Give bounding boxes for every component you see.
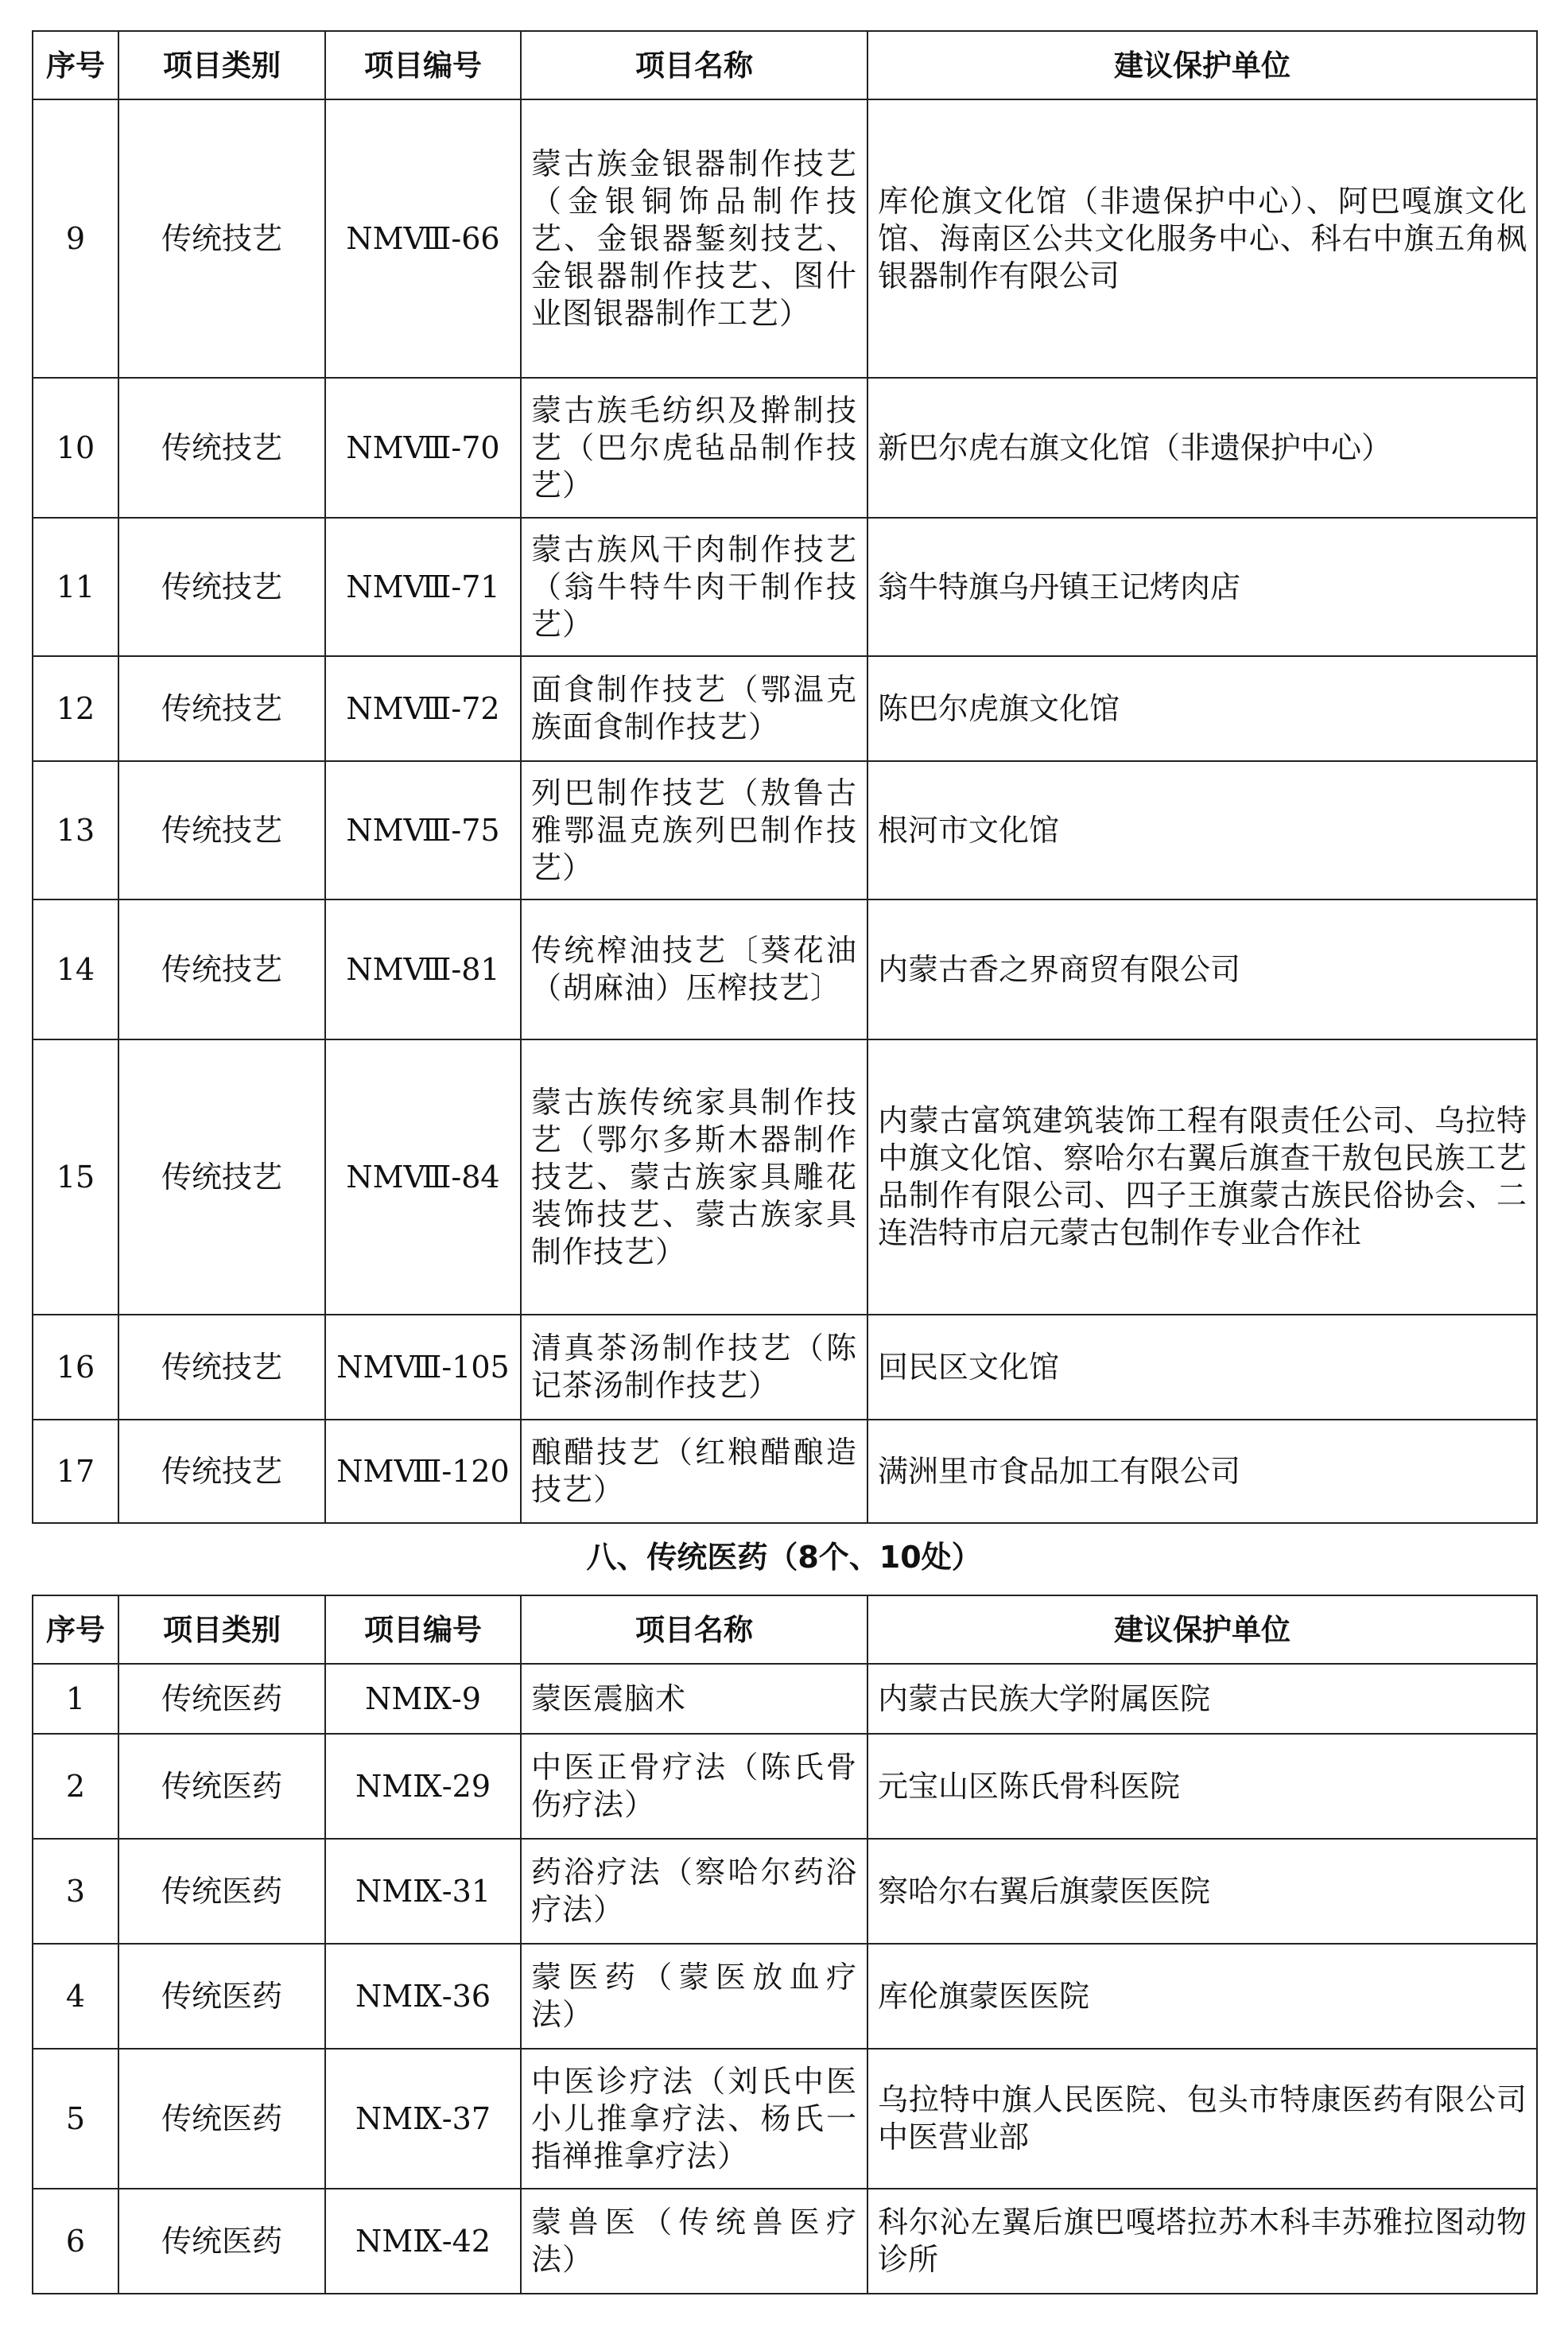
- cell-code: NMⅧ-81: [325, 899, 521, 1039]
- cell-name: 蒙医药（蒙医放血疗法）: [521, 1944, 867, 2049]
- heritage-table-crafts: [32, 30, 1538, 1524]
- cell-name: 列巴制作技艺（敖鲁古雅鄂温克族列巴制作技艺）: [521, 761, 867, 899]
- cell-no: 1: [33, 1664, 118, 1734]
- cell-unit: 翁牛特旗乌丹镇王记烤肉店: [867, 518, 1537, 656]
- table-row: [33, 2049, 1537, 2189]
- cell-name: 蒙古族风干肉制作技艺（翁牛特牛肉干制作技艺）: [521, 518, 867, 656]
- header-name: 项目名称: [521, 1595, 867, 1664]
- cell-unit: 满洲里市食品加工有限公司: [867, 1420, 1537, 1523]
- cell-name: 蒙古族传统家具制作技艺（鄂尔多斯木器制作技艺、蒙古族家具雕花装饰技艺、蒙古族家具制作技艺）: [521, 1039, 867, 1315]
- cell-name: 蒙古族金银器制作技艺（金银铜饰品制作技艺、金银器錾刻技艺、金银器制作技艺、图什业图银器制作工艺）: [521, 99, 867, 378]
- cell-code: NMⅨ-37: [325, 2049, 521, 2189]
- cell-category: 传统医药: [118, 1944, 325, 2049]
- header-category: 项目类别: [118, 31, 325, 99]
- table-row: [33, 99, 1537, 378]
- cell-no: 9: [33, 99, 118, 378]
- table-row: [33, 1664, 1537, 1734]
- cell-unit: 陈巴尔虎旗文化馆: [867, 656, 1537, 761]
- cell-name: 中医正骨疗法（陈氏骨伤疗法）: [521, 1734, 867, 1839]
- cell-category: 传统技艺: [118, 1420, 325, 1523]
- cell-name: 传统榨油技艺〔葵花油（胡麻油）压榨技艺〕: [521, 899, 867, 1039]
- cell-category: 传统医药: [118, 1734, 325, 1839]
- cell-category: 传统技艺: [118, 761, 325, 899]
- section-title: 八、传统医药（8个、10处）: [586, 1540, 982, 1575]
- header-no: 序号: [33, 1595, 118, 1664]
- cell-no: 3: [33, 1839, 118, 1944]
- cell-category: 传统技艺: [118, 1315, 325, 1420]
- cell-code: NMⅧ-75: [325, 761, 521, 899]
- cell-category: 传统医药: [118, 1664, 325, 1734]
- cell-unit: 根河市文化馆: [867, 761, 1537, 899]
- table-row: [33, 378, 1537, 518]
- cell-category: 传统技艺: [118, 1039, 325, 1315]
- cell-no: 6: [33, 2189, 118, 2294]
- cell-unit: 元宝山区陈氏骨科医院: [867, 1734, 1537, 1839]
- cell-code: NMⅧ-120: [325, 1420, 521, 1523]
- cell-name: 蒙古族毛纺织及擀制技艺（巴尔虎毡品制作技艺）: [521, 378, 867, 518]
- table-row: [33, 899, 1537, 1039]
- cell-unit: 新巴尔虎右旗文化馆（非遗保护中心）: [867, 378, 1537, 518]
- cell-category: 传统医药: [118, 1839, 325, 1944]
- header-name: 项目名称: [521, 31, 867, 99]
- table-row: [33, 1420, 1537, 1523]
- cell-code: NMⅧ-66: [325, 99, 521, 378]
- cell-category: 传统医药: [118, 2189, 325, 2294]
- cell-no: 12: [33, 656, 118, 761]
- cell-no: 17: [33, 1420, 118, 1523]
- table-row: [33, 1315, 1537, 1420]
- table-row: [33, 1839, 1537, 1944]
- table-row: [33, 1039, 1537, 1315]
- header-unit: 建议保护单位: [867, 1595, 1537, 1664]
- cell-no: 16: [33, 1315, 118, 1420]
- cell-code: NMⅨ-29: [325, 1734, 521, 1839]
- cell-unit: 察哈尔右翼后旗蒙医医院: [867, 1839, 1537, 1944]
- cell-code: NMⅧ-72: [325, 656, 521, 761]
- cell-unit: 库伦旗蒙医医院: [867, 1944, 1537, 2049]
- cell-category: 传统技艺: [118, 99, 325, 378]
- cell-code: NMⅧ-71: [325, 518, 521, 656]
- cell-name: 面食制作技艺（鄂温克族面食制作技艺）: [521, 656, 867, 761]
- cell-no: 10: [33, 378, 118, 518]
- cell-unit: 回民区文化馆: [867, 1315, 1537, 1420]
- cell-code: NMⅨ-31: [325, 1839, 521, 1944]
- cell-code: NMⅨ-42: [325, 2189, 521, 2294]
- cell-unit: 库伦旗文化馆（非遗保护中心）、阿巴嘎旗文化馆、海南区公共文化服务中心、科右中旗五角枫银器制作有限公司: [867, 99, 1537, 378]
- cell-category: 传统技艺: [118, 656, 325, 761]
- cell-category: 传统技艺: [118, 378, 325, 518]
- heritage-table-medicine: [32, 1595, 1538, 2294]
- cell-category: 传统技艺: [118, 518, 325, 656]
- cell-no: 4: [33, 1944, 118, 2049]
- cell-no: 14: [33, 899, 118, 1039]
- table-header-row: [33, 1595, 1537, 1664]
- cell-unit: 内蒙古富筑建筑装饰工程有限责任公司、乌拉特中旗文化馆、察哈尔右翼后旗查干敖包民族工艺品制作有限公司、四子王旗蒙古族民俗协会、二连浩特市启元蒙古包制作专业合作社: [867, 1039, 1537, 1315]
- cell-name: 清真茶汤制作技艺（陈记茶汤制作技艺）: [521, 1315, 867, 1420]
- cell-name: 蒙兽医（传统兽医疗法）: [521, 2189, 867, 2294]
- cell-code: NMⅧ-70: [325, 378, 521, 518]
- header-category: 项目类别: [118, 1595, 325, 1664]
- cell-unit: 内蒙古民族大学附属医院: [867, 1664, 1537, 1734]
- table-row: [33, 656, 1537, 761]
- table-row: [33, 1734, 1537, 1839]
- header-code: 项目编号: [325, 31, 521, 99]
- cell-name: 药浴疗法（察哈尔药浴疗法）: [521, 1839, 867, 1944]
- cell-unit: 内蒙古香之界商贸有限公司: [867, 899, 1537, 1039]
- cell-unit: 科尔沁左翼后旗巴嘎塔拉苏木科丰苏雅拉图动物诊所: [867, 2189, 1537, 2294]
- header-code: 项目编号: [325, 1595, 521, 1664]
- cell-unit: 乌拉特中旗人民医院、包头市特康医药有限公司中医营业部: [867, 2049, 1537, 2189]
- table-row: [33, 1944, 1537, 2049]
- table-row: [33, 518, 1537, 656]
- cell-code: NMⅧ-84: [325, 1039, 521, 1315]
- cell-code: NMⅨ-36: [325, 1944, 521, 2049]
- cell-no: 5: [33, 2049, 118, 2189]
- cell-code: NMⅨ-9: [325, 1664, 521, 1734]
- cell-category: 传统医药: [118, 2049, 325, 2189]
- table-header-row: [33, 31, 1537, 99]
- cell-no: 15: [33, 1039, 118, 1315]
- cell-no: 2: [33, 1734, 118, 1839]
- table-row: [33, 761, 1537, 899]
- header-no: 序号: [33, 31, 118, 99]
- cell-name: 蒙医震脑术: [521, 1664, 867, 1734]
- header-unit: 建议保护单位: [867, 31, 1537, 99]
- cell-category: 传统技艺: [118, 899, 325, 1039]
- cell-name: 酿醋技艺（红粮醋酿造技艺）: [521, 1420, 867, 1523]
- table-row: [33, 2189, 1537, 2294]
- cell-no: 11: [33, 518, 118, 656]
- cell-name: 中医诊疗法（刘氏中医小儿推拿疗法、杨氏一指禅推拿疗法）: [521, 2049, 867, 2189]
- cell-no: 13: [33, 761, 118, 899]
- cell-code: NMⅧ-105: [325, 1315, 521, 1420]
